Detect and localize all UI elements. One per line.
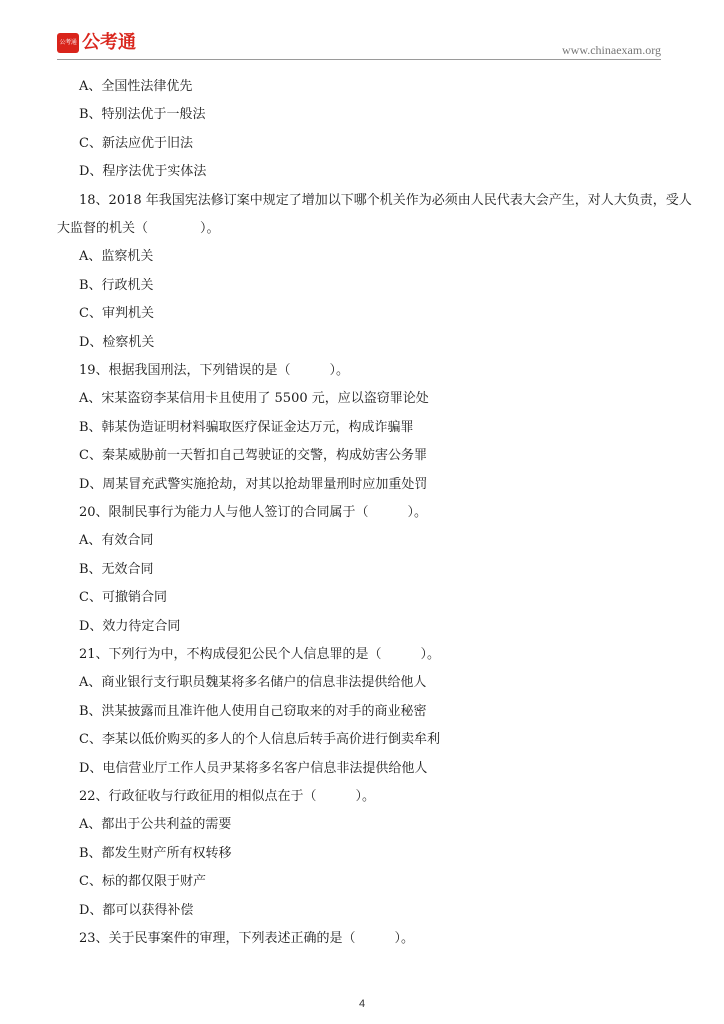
answer-option: C、新法应优于旧法 [79, 135, 193, 151]
answer-option: C、可撤销合同 [79, 590, 167, 606]
answer-option: B、洪某披露而且准许他人使用自己窃取来的对手的商业秘密 [79, 703, 427, 719]
page-number: 4 [358, 998, 366, 1010]
answer-option: D、周某冒充武警实施抢劫，对其以抢劫罪量刑时应加重处罚 [79, 476, 428, 492]
site-url: www.chinaexam.org [562, 43, 661, 57]
answer-option: A、有效合同 [79, 533, 154, 549]
answer-option: C、标的都仅限于财产 [79, 874, 206, 890]
answer-option: C、秦某威胁前一天暂扣自己驾驶证的交警，构成妨害公务罪 [79, 448, 427, 464]
answer-option: B、韩某伪造证明材料骗取医疗保证金达万元，构成诈骗罪 [79, 419, 414, 435]
answer-option: A、宋某盗窃李某信用卡且使用了 5500 元，应以盗窃罪论处 [79, 391, 429, 407]
question-text: 23、关于民事案件的审理，下列表述正确的是（ ）。 [79, 931, 415, 946]
answer-option: D、都可以获得补偿 [79, 902, 194, 918]
answer-option: A、商业银行支行职员魏某将多名储户的信息非法提供给他人 [79, 675, 427, 691]
question-text: 20、限制民事行为能力人与他人签订的合同属于（ ）。 [79, 505, 428, 520]
page-header [57, 33, 661, 61]
answer-option: D、效力待定合同 [79, 618, 181, 634]
question-text-continued: 大监督的机关（ ）。 [57, 221, 220, 236]
logo-badge-icon: 公考通 [57, 33, 79, 53]
answer-option: C、李某以低价购买的多人的个人信息后转手高价进行倒卖牟利 [79, 732, 440, 748]
answer-option: A、都出于公共利益的需要 [79, 817, 232, 833]
question-text: 18、2018 年我国宪法修订案中规定了增加以下哪个机关作为必须由人民代表大会产生，对人大负责，受人 [79, 192, 692, 208]
logo-text: 公考通 [82, 32, 136, 53]
answer-option: B、无效合同 [79, 561, 154, 577]
question-text: 21、下列行为中，不构成侵犯公民个人信息罪的是（ ）。 [79, 647, 441, 662]
answer-option: B、特别法优于一般法 [79, 107, 206, 123]
answer-option: D、程序法优于实体法 [79, 164, 207, 180]
answer-option: D、检察机关 [79, 334, 155, 350]
header-divider [57, 59, 661, 60]
answer-option: B、都发生财产所有权转移 [79, 845, 232, 861]
brand-logo [57, 33, 136, 53]
answer-option: D、电信营业厅工作人员尹某将多名客户信息非法提供给他人 [79, 760, 428, 776]
answer-option: A、全国性法律优先 [79, 79, 193, 94]
answer-option: A、监察机关 [79, 249, 154, 265]
question-text: 22、行政征收与行政征用的相似点在于（ ）。 [79, 789, 376, 804]
answer-option: C、审判机关 [79, 306, 154, 322]
question-text: 19、根据我国刑法，下列错误的是（ ）。 [79, 363, 350, 378]
answer-option: B、行政机关 [79, 277, 154, 293]
